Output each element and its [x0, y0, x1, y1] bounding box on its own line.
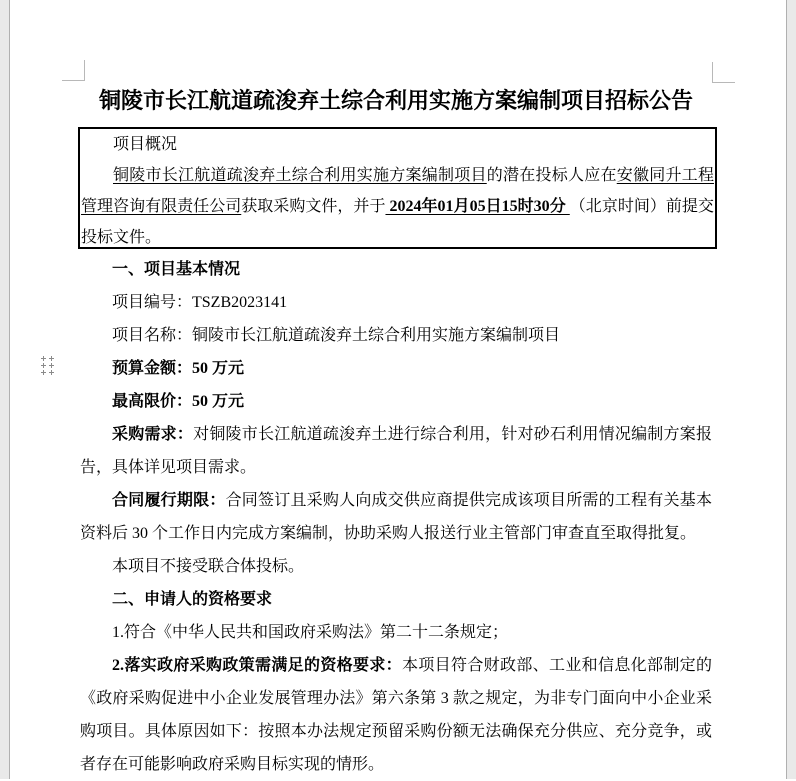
page-left-gutter	[0, 0, 10, 779]
drag-handle-dot	[41, 370, 46, 375]
drag-handle-icon[interactable]	[41, 356, 54, 375]
text-run: 1.符合《中华人民共和国政府采购法》第二十二条规定；	[112, 624, 509, 641]
document-paragraph	[80, 418, 712, 484]
drag-handle-dot	[41, 356, 46, 361]
drag-handle-dot	[49, 370, 54, 375]
document-paragraph	[80, 286, 712, 319]
text-run: 合同履行期限：	[112, 492, 226, 509]
text-run: 本项目符合财政部、工业和信息化部制定的《政府采购促进中小企业发展管理办法》第六条第 3 款之规定，为非专门面向中小企业采购项目。具体原因如下：按照本办法规定预留采购份额无法确保充分供应、充分竞争，或者存在可能影响政府采购目标实现的情形。	[80, 657, 712, 773]
document-paragraph	[80, 484, 712, 550]
text-run: 的潜在投标人应在	[486, 167, 617, 184]
text-run: 一、项目基本情况	[112, 261, 241, 278]
document-paragraph	[80, 385, 712, 418]
document-paragraph	[81, 160, 714, 249]
document-paragraph	[80, 319, 712, 352]
text-run: 二、申请人的资格要求	[112, 591, 273, 608]
document-paragraph	[80, 616, 712, 649]
text-boundary-mark-top-right	[712, 62, 735, 83]
text-run: 合同签订且采购人向成交供应商提供完成该项目所需的工程有关基本资料后 30 个工作日内完成方案编制，协助采购人报送行业主管部门审查直至取得批复。	[80, 492, 712, 542]
text-run: 采购需求：	[112, 426, 194, 443]
document-paragraph	[80, 352, 712, 385]
drag-handle-dot	[49, 363, 54, 368]
text-run: 项目编号：TSZB2023141	[112, 294, 288, 311]
text-run: 预算金额：50 万元	[112, 360, 245, 377]
text-boundary-mark-top-left	[62, 60, 85, 81]
project-overview-box	[78, 127, 717, 249]
drag-handle-dot	[49, 356, 54, 361]
document-paragraph	[80, 649, 712, 781]
text-run: （北京时间）前提交投标文件。	[81, 198, 714, 246]
document-title: 铜陵市长江航道疏浚弃土综合利用实施方案编制项目招标公告	[98, 88, 693, 113]
text-run: 安徽同升工程管理咨询有限责任公司	[81, 167, 714, 215]
page-right-gutter	[786, 0, 796, 779]
document-body	[80, 253, 712, 781]
document-paragraph	[80, 253, 712, 286]
document-paragraph	[80, 583, 712, 616]
text-run: 最高限价：50 万元	[112, 393, 245, 410]
text-run: 本项目不接受联合体投标。	[112, 558, 305, 575]
drag-handle-dot	[41, 363, 46, 368]
text-run: 铜陵市长江航道疏浚弃土综合利用实施方案编制项目	[113, 167, 487, 184]
document-paragraph	[80, 550, 712, 583]
text-run: 对铜陵市长江航道疏浚弃土进行综合利用，针对砂石利用情况编制方案报告，具体详见项目需求。	[80, 426, 712, 476]
text-run: 2024年01月05日15时30分	[385, 198, 570, 215]
text-run: 获取采购文件，并于	[241, 198, 386, 215]
text-run: 2.落实政府采购政策需满足的资格要求：	[112, 657, 402, 674]
text-run: 项目概况	[113, 136, 178, 153]
text-run: 项目名称：铜陵市长江航道疏浚弃土综合利用实施方案编制项目	[112, 327, 561, 344]
document-paragraph	[81, 129, 714, 160]
